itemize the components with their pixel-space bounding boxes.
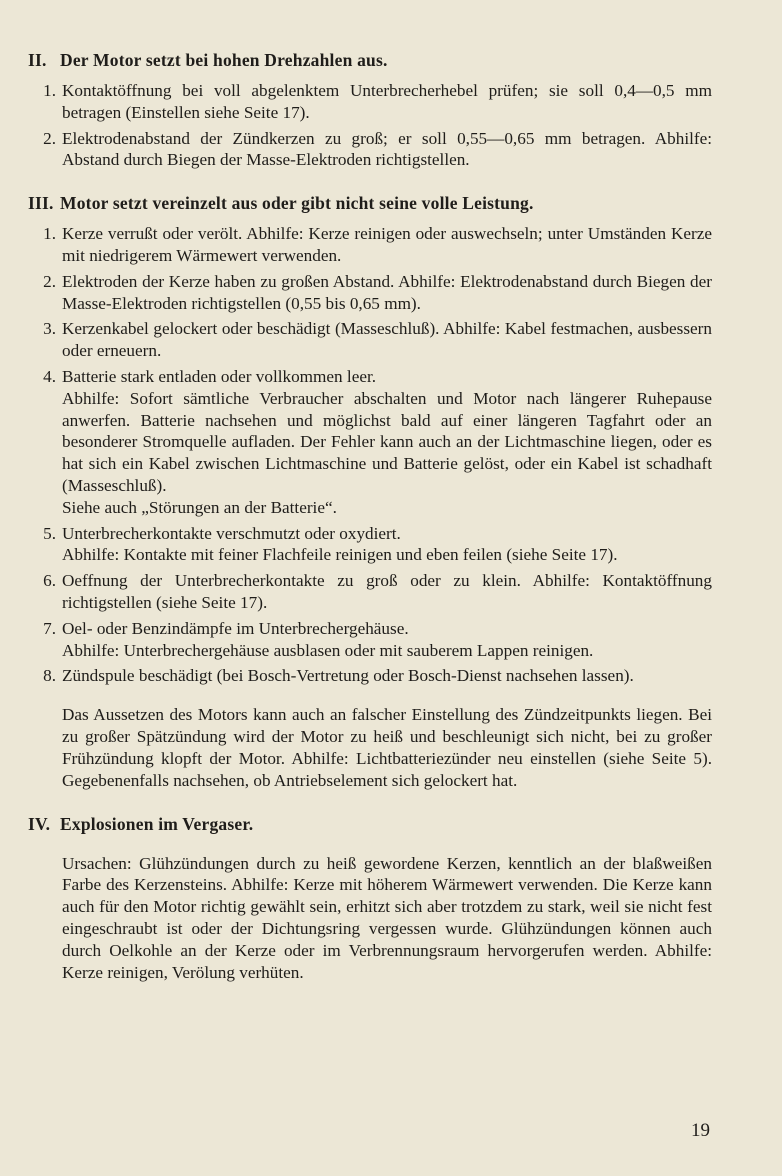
item-text: Kerzenkabel gelockert oder beschädigt (Masseschluß). Abhilfe: Kabel festmachen, ausbessern oder erneuern.	[62, 319, 712, 361]
section-iv	[28, 812, 712, 984]
item-text: Zündspule beschädigt (bei Bosch-Vertretung oder Bosch-Dienst nachsehen lassen).	[62, 666, 634, 686]
section-closing-paragraph: Das Aussetzen des Motors kann auch an falscher Einstellung des Zündzeitpunkts liegen. Bei zu großer Spätzündung wird der Motor zu heiß und beschleunigt sich nicht, bei zu großer Frühzündung klopft der Motor. Abhilfe: Lichtbatteriezünder neu einstellen (siehe Seite 5). Gegebenenfalls nachsehen, ob Antriebselement sich gelockert hat.	[62, 705, 712, 790]
list-item	[28, 80, 712, 124]
section-number: IV.	[28, 813, 51, 834]
list-item	[28, 271, 712, 315]
item-number: 4.	[43, 366, 56, 386]
list-item	[28, 128, 712, 172]
item-text: Kontaktöffnung bei voll abgelenktem Unterbrecherhebel prüfen; sie soll 0,4—0,5 mm betragen (Einstellen siehe Seite 17).	[62, 81, 712, 122]
list-item	[28, 223, 712, 267]
list-item	[28, 618, 712, 662]
item-text: Elektrodenabstand der Zündkerzen zu groß; er soll 0,55—0,65 mm betragen. Abhilfe: Abstand durch Biegen der Masse-Elektroden richtigstellen.	[62, 128, 712, 170]
section-heading	[28, 812, 712, 836]
section-title: Der Motor setzt bei hohen Drehzahlen aus.	[60, 50, 388, 70]
item-number: 5.	[43, 523, 56, 543]
list-item	[28, 318, 712, 362]
item-number: 2.	[43, 128, 56, 148]
section-ii	[28, 48, 712, 171]
section-title: Explosionen im Vergaser.	[60, 813, 254, 834]
section-heading	[28, 48, 712, 72]
section-number: III.	[28, 193, 54, 214]
item-text: Elektroden der Kerze haben zu großen Abstand. Abhilfe: Elektrodenabstand durch Biegen der Masse-Elektroden richtigstellen (0,55 bis 0,65 mm).	[62, 271, 712, 313]
item-number: 3.	[43, 319, 56, 339]
list-item	[28, 665, 712, 687]
item-number: 6.	[43, 571, 56, 591]
item-text: Oel- oder Benzindämpfe im Unterbrechergehäuse.	[62, 618, 409, 638]
list-item	[28, 523, 712, 567]
item-text: Kerze verrußt oder verölt. Abhilfe: Kerze reinigen oder auswechseln; unter Umständen Kerze mit niedrigerem Wärmewert verwenden.	[62, 224, 712, 265]
item-number: 7.	[43, 618, 56, 638]
section-title: Motor setzt vereinzelt aus oder gibt nicht seine volle Leistung.	[60, 193, 534, 214]
item-remedy: Abhilfe: Kontakte mit feiner Flachfeile reinigen und eben feilen (siehe Seite 17).	[62, 545, 618, 565]
item-number: 1.	[43, 224, 56, 244]
item-number: 2.	[43, 271, 56, 291]
item-remedy: Abhilfe: Unterbrechergehäuse ausblasen oder mit sauberem Lappen reinigen.	[62, 640, 594, 660]
item-text: Unterbrecherkontakte verschmutzt oder oxydiert.	[62, 523, 401, 543]
page-number: 19	[691, 1120, 710, 1141]
section-iii	[28, 191, 712, 791]
section-body-paragraph: Ursachen: Glühzündungen durch zu heiß gewordene Kerzen, kenntlich an der blaßweißen Farbe des Kerzensteins. Abhilfe: Kerze mit höherem Wärmewert verwenden. Die Kerze kann auch für den Motor richtig gewählt sein, erhitzt sich aber trotzdem zu stark, weil sie nicht fest eingeschraubt ist oder der Dichtungsring vergessen wurde. Glühzündungen können auch durch Oelkohle an der Kerze oder im Verbrennungsraum hervorgerufen werden. Abhilfe: Kerze reinigen, Verölung verhüten.	[62, 853, 712, 982]
list-item	[28, 570, 712, 614]
section-number: II.	[28, 50, 47, 70]
item-number: 1.	[43, 81, 56, 100]
item-reference: Siehe auch „Störungen an der Batterie“.	[62, 497, 337, 517]
list-item	[28, 366, 712, 519]
item-text: Batterie stark entladen oder vollkommen leer.	[62, 366, 377, 386]
section-heading	[28, 191, 712, 215]
item-remedy: Abhilfe: Sofort sämtliche Verbraucher abschalten und Motor nach längerer Ruhepause anwerfen. Batterie nachsehen und möglichst bald auf einer längeren Tagfahrt oder an besonderer Stromquelle aufladen. Der Fehler kann auch an der Lichtmaschine liegen, oder es hat sich ein Kabel zwischen Lichtmaschine und Batterie gelöst, oder ein Kabel ist schadhaft (Masseschluß).	[62, 388, 712, 495]
item-text: Oeffnung der Unterbrecherkontakte zu groß oder zu klein. Abhilfe: Kontaktöffnung richtigstellen (siehe Seite 17).	[62, 571, 712, 612]
item-number: 8.	[43, 666, 56, 686]
